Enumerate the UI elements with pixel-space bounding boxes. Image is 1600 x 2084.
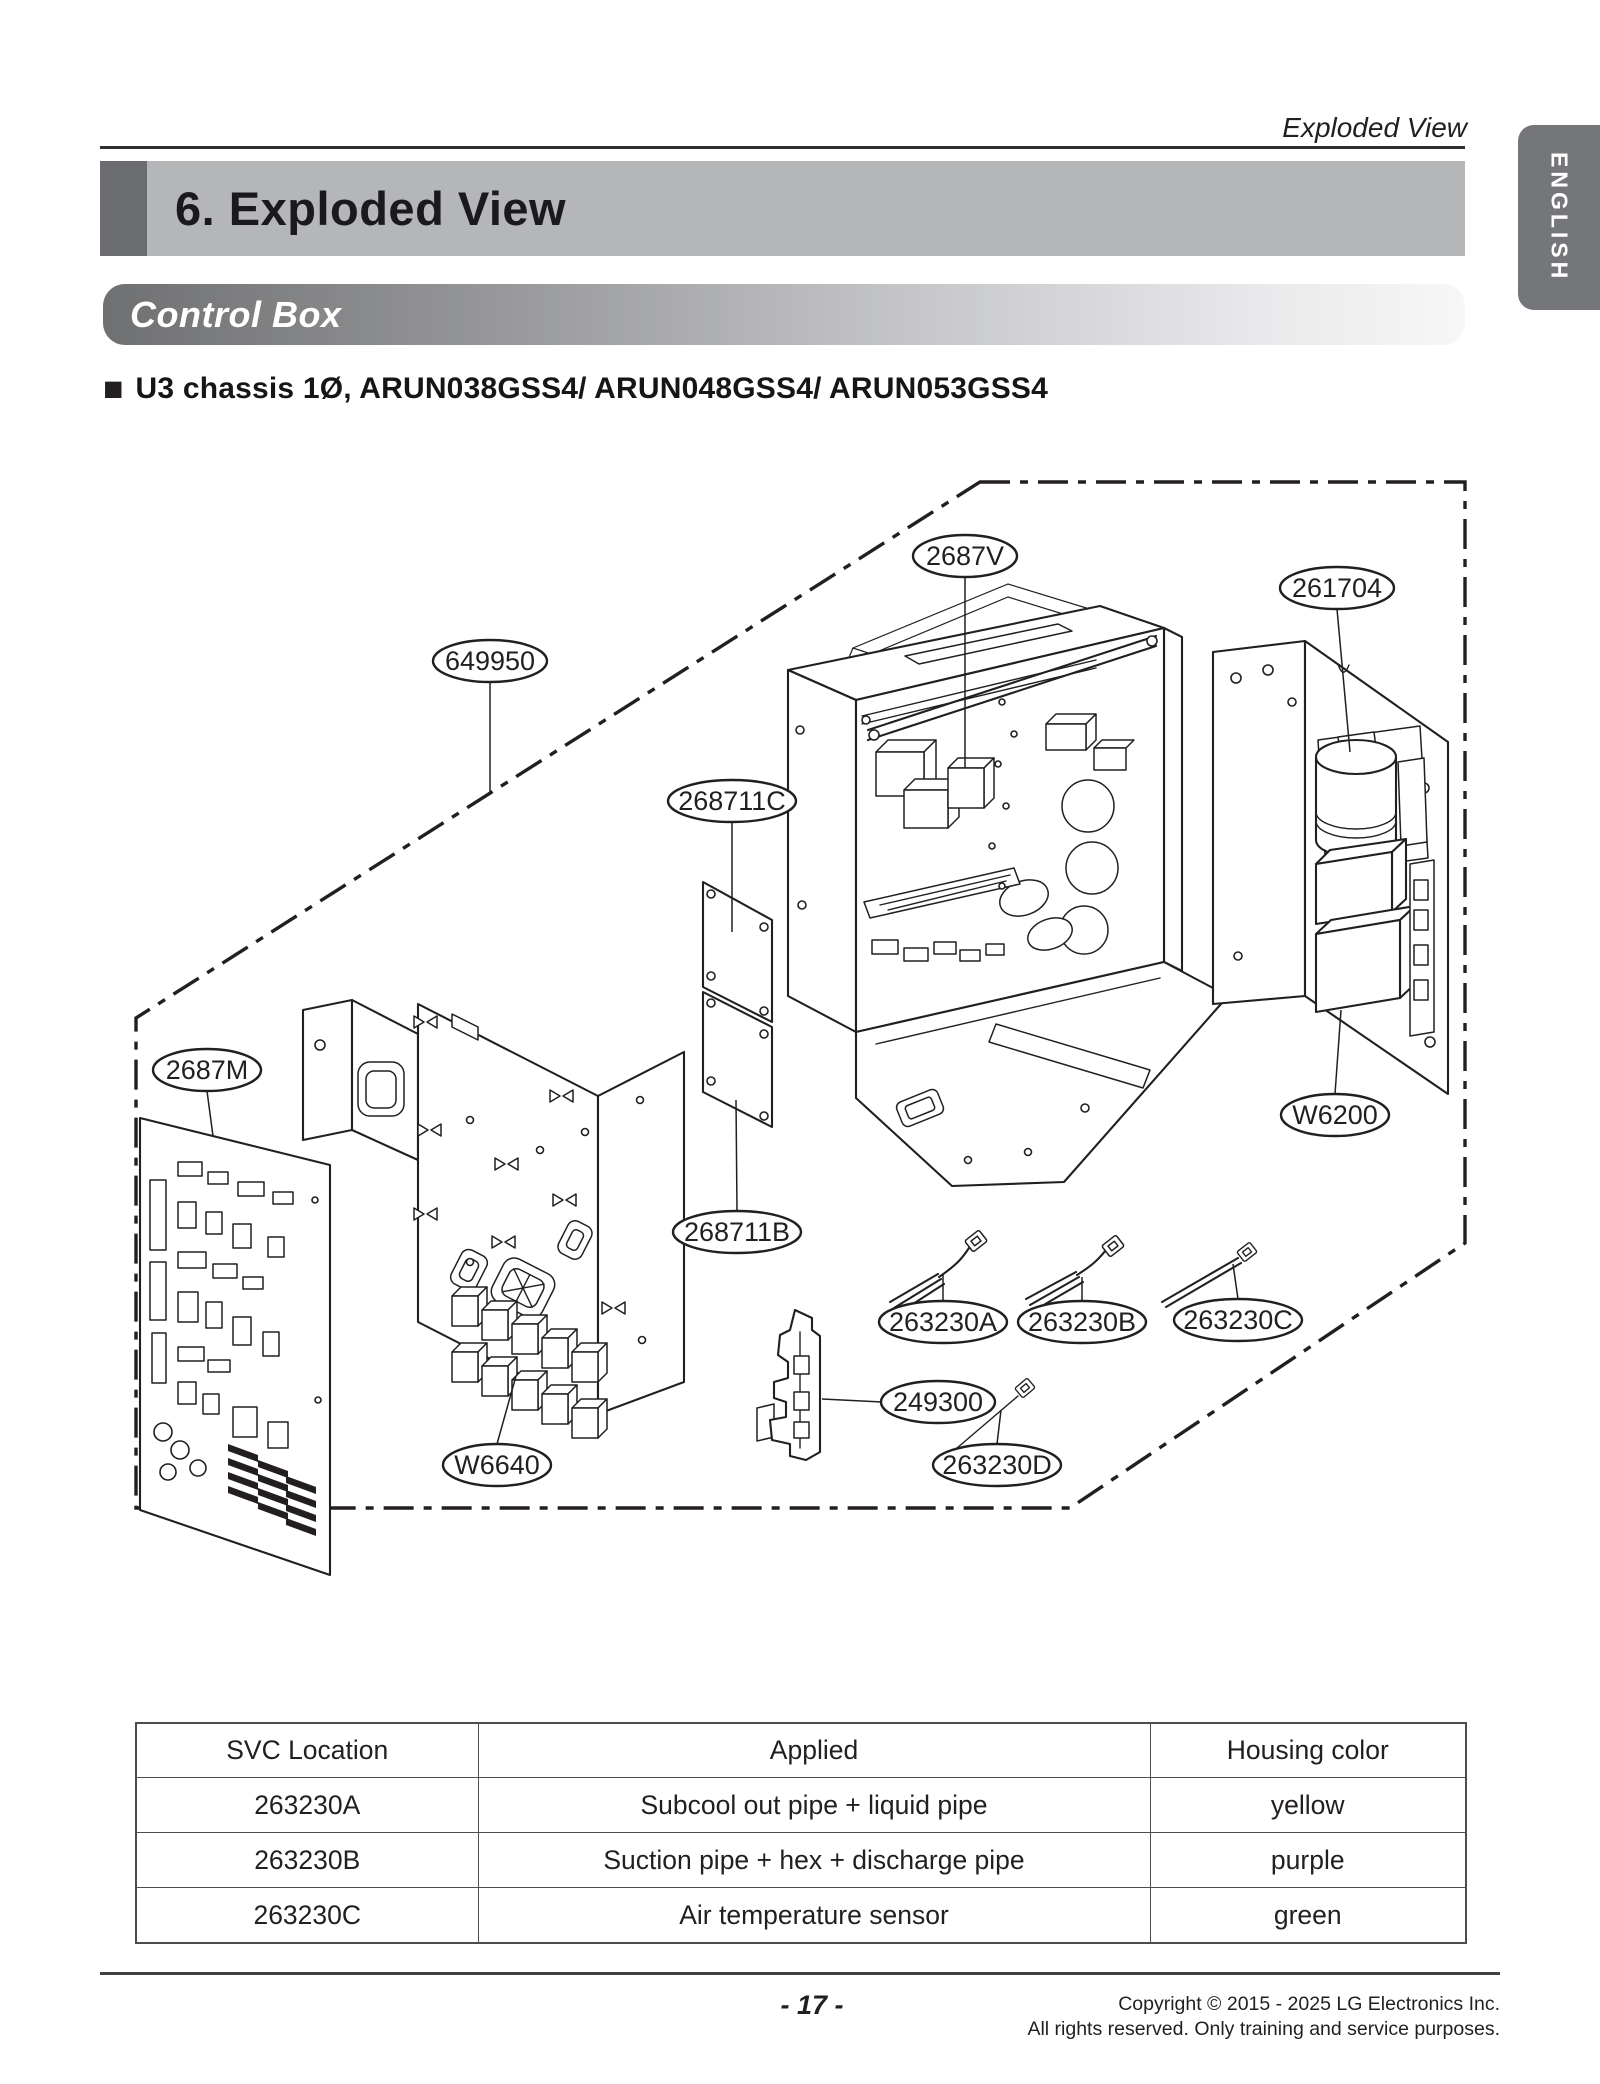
bullet-square-icon: ■ xyxy=(103,370,124,408)
table-row xyxy=(136,1888,1466,1944)
svg-text:W6640: W6640 xyxy=(454,1450,540,1480)
footer-rule xyxy=(100,1972,1500,1975)
svg-text:649950: 649950 xyxy=(444,646,536,676)
svg-text:263230D: 263230D xyxy=(942,1450,1052,1480)
part-label-2687V xyxy=(913,535,1017,577)
part-partition-panel xyxy=(303,1000,684,1438)
svg-text:263230C: 263230C xyxy=(1183,1305,1293,1335)
svg-text:263230A: 263230A xyxy=(888,1307,998,1337)
part-label-268711C xyxy=(668,780,796,822)
table-cell-svc: 263230C xyxy=(136,1888,478,1944)
table-cell-color: purple xyxy=(1150,1833,1466,1888)
table-row xyxy=(136,1833,1466,1888)
parts-table xyxy=(135,1722,1467,1944)
table-cell-applied: Subcool out pipe + liquid pipe xyxy=(478,1778,1150,1833)
table-header-housing-color: Housing color xyxy=(1150,1723,1466,1778)
part-label-268711B xyxy=(673,1211,801,1253)
part-label-263230A xyxy=(879,1301,1007,1343)
table-cell-svc: 263230B xyxy=(136,1833,478,1888)
page-number: - 17 - xyxy=(780,1990,844,2020)
table-cell-color: green xyxy=(1150,1888,1466,1944)
part-label-263230C xyxy=(1174,1299,1302,1341)
part-label-263230D xyxy=(933,1444,1061,1486)
svg-text:263230B: 263230B xyxy=(1027,1307,1137,1337)
table-header-applied: Applied xyxy=(478,1723,1150,1778)
svg-text:W6200: W6200 xyxy=(1292,1100,1378,1130)
language-tab-label: ENGLISH xyxy=(1546,152,1573,283)
part-label-W6200 xyxy=(1281,1094,1389,1136)
part-label-249300 xyxy=(881,1381,995,1423)
table-cell-color: yellow xyxy=(1150,1778,1466,1833)
part-holder-bracket xyxy=(757,1310,820,1460)
table-cell-applied: Air temperature sensor xyxy=(478,1888,1150,1944)
table-cell-applied: Suction pipe + hex + discharge pipe xyxy=(478,1833,1150,1888)
chassis-heading-text: U3 chassis 1Ø, ARUN038GSS4/ ARUN048GSS4/ ARUN053GSS4 xyxy=(135,372,1048,405)
table-header-row xyxy=(136,1723,1466,1778)
table-header-svc-location: SVC Location xyxy=(136,1723,478,1778)
part-label-649950 xyxy=(433,640,547,682)
part-label-261704 xyxy=(1280,567,1394,609)
part-label-2687M xyxy=(153,1049,261,1091)
part-main-pcb xyxy=(140,1118,330,1575)
running-header: Exploded View xyxy=(1282,112,1467,143)
svg-text:2687V: 2687V xyxy=(925,541,1005,571)
table-row xyxy=(136,1778,1466,1833)
copyright-line-2: All rights reserved. Only training and service purposes. xyxy=(1027,2018,1500,2040)
table-cell-svc: 263230A xyxy=(136,1778,478,1833)
copyright-notice xyxy=(960,1992,1500,2042)
svg-text:268711B: 268711B xyxy=(683,1217,791,1247)
subsection-title: Control Box xyxy=(130,294,342,335)
svg-text:268711C: 268711C xyxy=(678,786,786,816)
part-control-box xyxy=(788,584,1228,1186)
copyright-line-1: Copyright © 2015 - 2025 LG Electronics Inc. xyxy=(1118,1993,1500,2015)
part-label-263230B xyxy=(1018,1301,1146,1343)
part-wire-263230B xyxy=(1026,1235,1124,1310)
svg-text:2687M: 2687M xyxy=(165,1055,249,1085)
part-label-W6640 xyxy=(443,1444,551,1486)
svg-text:261704: 261704 xyxy=(1291,573,1383,603)
part-wire-263230C xyxy=(1162,1242,1257,1307)
section-title: 6. Exploded View xyxy=(175,182,567,235)
svg-text:249300: 249300 xyxy=(892,1387,984,1417)
